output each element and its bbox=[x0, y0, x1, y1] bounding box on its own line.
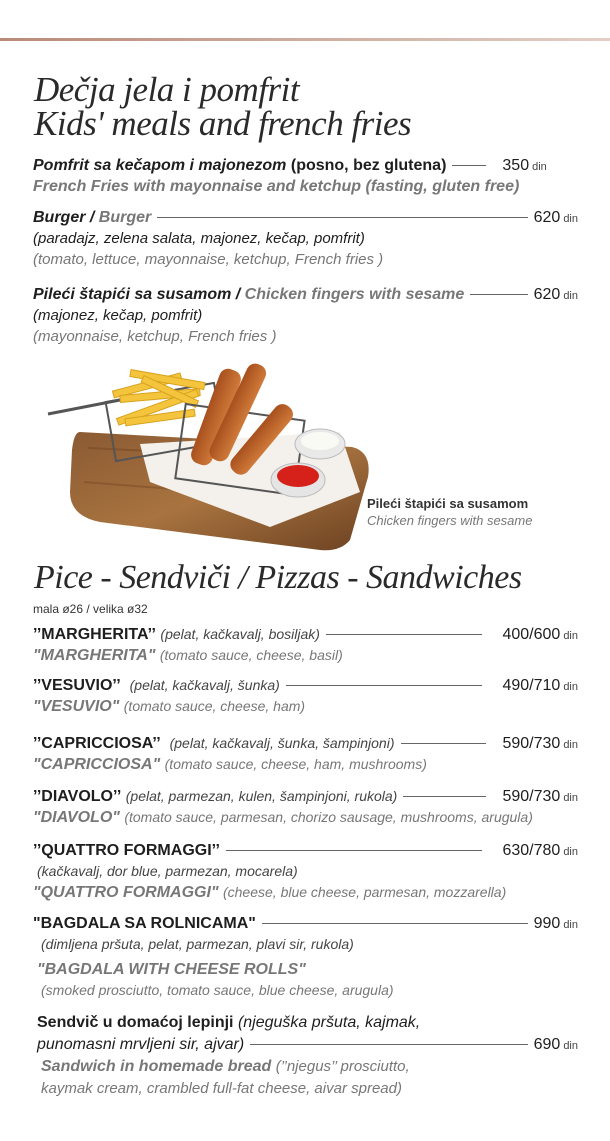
item-name: ’’CAPRICCIOSA’’ bbox=[33, 735, 161, 752]
item-price: 630/780 bbox=[502, 842, 561, 859]
item-price: 400/600 bbox=[502, 626, 561, 643]
menu-item-diavolo bbox=[33, 788, 578, 830]
item-desc: (pelat, parmezan, kulen, šampinjoni, rukola) bbox=[125, 788, 398, 804]
caption-en: Chicken fingers with sesame bbox=[367, 513, 533, 528]
item-name: "BAGDALA SA ROLNICAMA" bbox=[33, 915, 256, 932]
item-desc-en: (tomato sauce, cheese, ham, mushrooms) bbox=[164, 756, 427, 772]
leader-line bbox=[326, 634, 483, 635]
currency: din bbox=[563, 213, 578, 225]
item-desc: (paradajz, zelena salata, majonez, kečap, pomfrit) bbox=[33, 230, 365, 247]
item-desc: (pelat, kačkavalj, bosiljak) bbox=[160, 626, 320, 642]
menu-item-bagdala bbox=[33, 915, 578, 1003]
item-price: 590/730 bbox=[502, 735, 561, 752]
leader-line bbox=[157, 217, 527, 218]
item-desc-en: (smoked prosciutto, tomato sauce, blue cheese, arugula) bbox=[41, 982, 394, 998]
item-desc: (njeguška pršuta, kajmak, bbox=[237, 1014, 421, 1031]
chicken-fingers-photo bbox=[40, 352, 375, 557]
currency: din bbox=[563, 739, 578, 751]
leader-line bbox=[226, 850, 483, 851]
photo-caption bbox=[367, 496, 532, 528]
item-desc: (majonez, kečap, pomfrit) bbox=[33, 307, 203, 324]
currency: din bbox=[563, 681, 578, 693]
leader-line bbox=[286, 685, 483, 686]
pizza-sizes: mala ø26 / velika ø32 bbox=[33, 602, 148, 616]
caption-sr: Pileći štapići sa susamom bbox=[367, 496, 529, 511]
currency: din bbox=[563, 1040, 578, 1052]
item-desc-en: (mayonnaise, ketchup, French fries ) bbox=[33, 328, 277, 345]
menu-item-sandwich bbox=[37, 1014, 578, 1102]
item-desc-cont: punomasni mrvljeni sir, ajvar) bbox=[37, 1036, 245, 1053]
menu-item-capricciosa bbox=[33, 735, 578, 777]
item-desc-en: (tomato sauce, cheese, ham) bbox=[123, 698, 306, 714]
menu-item-margherita bbox=[33, 626, 578, 668]
item-name-en: French Fries with mayonnaise and ketchup (fasting, gluten free) bbox=[33, 178, 520, 195]
item-note: (posno, bez glutena) bbox=[290, 157, 447, 174]
item-price: 490/710 bbox=[502, 677, 561, 694]
item-name: Burger / bbox=[33, 209, 95, 226]
item-price: 590/730 bbox=[502, 788, 561, 805]
leader-line bbox=[401, 743, 487, 744]
item-desc-en-cont: kaymak cream, crambled full-fat cheese, aivar spread) bbox=[41, 1080, 402, 1097]
item-desc: (kačkavalj, dor blue, parmezan, mocarela) bbox=[37, 863, 298, 879]
leader-line bbox=[262, 923, 528, 924]
item-name-en: "VESUVIO" bbox=[33, 698, 120, 715]
leader-line bbox=[470, 294, 527, 295]
leader-line bbox=[403, 796, 486, 797]
item-name-en: "MARGHERITA" bbox=[33, 647, 156, 664]
item-price: 620 bbox=[533, 286, 561, 303]
currency: din bbox=[563, 792, 578, 804]
item-name: Pomfrit sa kečapom i majonezom bbox=[33, 157, 287, 174]
menu-item-vesuvio bbox=[33, 677, 578, 719]
item-desc-en: (tomato, lettuce, mayonnaise, ketchup, French fries ) bbox=[33, 251, 384, 268]
currency: din bbox=[563, 290, 578, 302]
item-name: Pileći štapići sa susamom / bbox=[33, 286, 241, 303]
currency: din bbox=[532, 161, 547, 173]
menu-item-chicken-fingers bbox=[33, 286, 578, 349]
leader-line bbox=[452, 165, 486, 166]
item-name: ’’QUATTRO FORMAGGI’’ bbox=[33, 842, 220, 859]
item-price: 990 bbox=[533, 915, 561, 932]
item-name: ’’VESUVIO’’ bbox=[33, 677, 121, 694]
menu-item-quattro-formaggi bbox=[33, 842, 578, 905]
currency: din bbox=[563, 630, 578, 642]
item-desc-en: (cheese, blue cheese, parmesan, mozzarella) bbox=[222, 884, 507, 900]
item-price: 690 bbox=[533, 1036, 561, 1053]
leader-line bbox=[250, 1044, 527, 1045]
item-name-en: Burger bbox=[98, 209, 152, 226]
item-desc: (dimljena pršuta, pelat, parmezan, plavi sir, rukola) bbox=[41, 936, 354, 952]
pizza-title: Pice - Sendviči / Pizzas - Sandwiches bbox=[34, 559, 522, 596]
item-name-en: "QUATTRO FORMAGGI" bbox=[33, 884, 219, 901]
item-name-en: "CAPRICCIOSA" bbox=[33, 756, 161, 773]
item-name: ’’DIAVOLO’’ bbox=[33, 788, 122, 805]
item-name-en: Sandwich in homemade bread bbox=[41, 1058, 272, 1075]
item-name: ’’MARGHERITA’’ bbox=[33, 626, 156, 643]
item-desc-en: (tomato sauce, parmesan, chorizo sausage, mushrooms, arugula) bbox=[124, 809, 533, 825]
item-name-en: Chicken fingers with sesame bbox=[244, 286, 465, 303]
item-name-en: "DIAVOLO" bbox=[33, 809, 120, 826]
kids-title-sr: Dečja jela i pomfrit bbox=[34, 70, 300, 109]
menu-item-burger bbox=[33, 209, 578, 272]
currency: din bbox=[563, 846, 578, 858]
top-divider bbox=[0, 38, 610, 41]
item-price: 350 bbox=[502, 157, 530, 174]
item-desc: (pelat, kačkavalj, šunka) bbox=[129, 677, 280, 693]
menu-item-fries bbox=[33, 157, 578, 199]
kids-title-en: Kids' meals and french fries bbox=[34, 104, 412, 143]
item-desc: (pelat, kačkavalj, šunka, šampinjoni) bbox=[169, 735, 395, 751]
item-desc-en: (’’njegus’’ prosciutto, bbox=[275, 1058, 410, 1075]
item-name: Sendvič u domaćoj lepinji bbox=[37, 1014, 234, 1031]
item-desc-en: (tomato sauce, cheese, basil) bbox=[159, 647, 343, 663]
item-name-en: "BAGDALA WITH CHEESE ROLLS" bbox=[37, 961, 306, 978]
currency: din bbox=[563, 919, 578, 931]
item-price: 620 bbox=[533, 209, 561, 226]
